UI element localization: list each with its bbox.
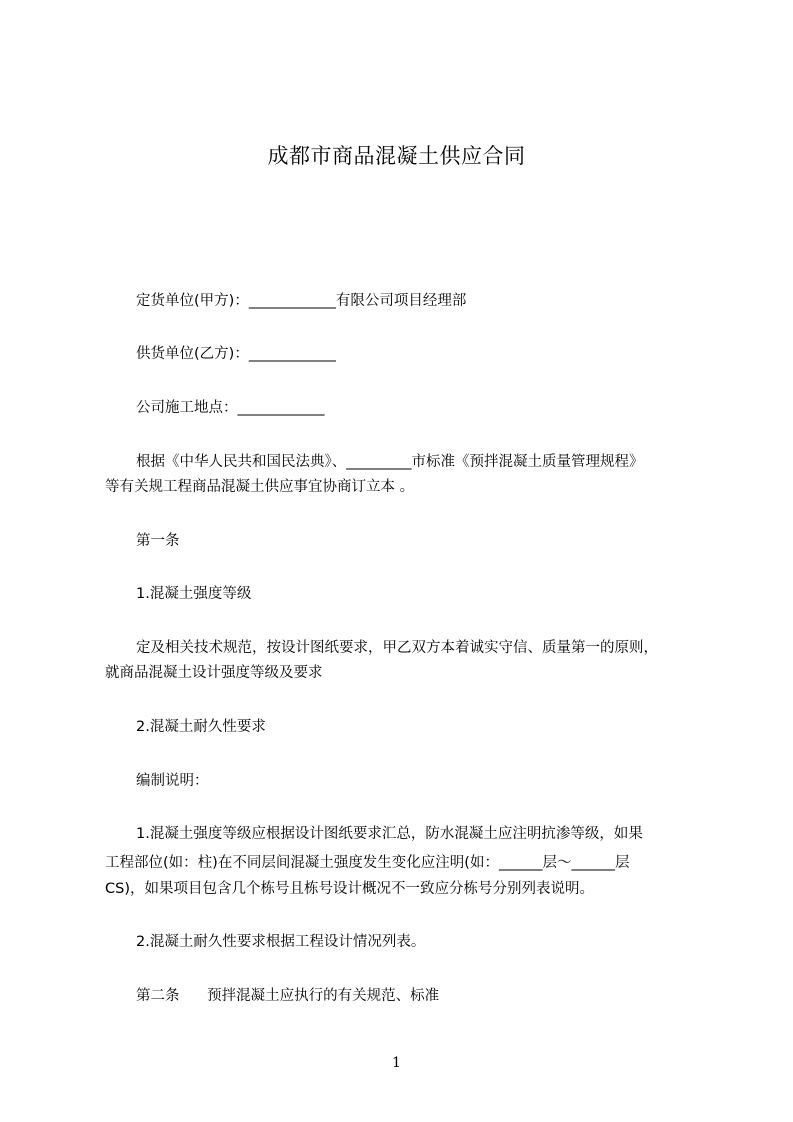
document-title: 成都市商品混凝土供应合同: [267, 144, 526, 168]
note-1-line-3: CS)，如果项目包含几个栋号且栋号设计概况不一致应分栋号分别列表说明。: [105, 881, 594, 897]
item-2-heading: 2.混凝土耐久性要求: [136, 719, 266, 735]
article-2-heading: 第二条 预拌混凝土应执行的有关规范、标准: [136, 988, 440, 1004]
page-number: 1: [392, 1055, 401, 1071]
notes-heading: 编制说明：: [136, 773, 209, 789]
article-1-heading: 第一条: [136, 533, 180, 549]
note-1-line-2: 工程部位(如：柱)在不同层间混凝土强度发生变化应注明(如：______层～______层: [105, 855, 630, 871]
site-line: 公司施工地点：____________: [136, 400, 325, 416]
preamble-line-1: 根据《中华人民共和国民法典》、_________市标准《预拌混凝土质量管理规程》: [136, 454, 644, 470]
note-2: 2.混凝土耐久性要求根据工程设计情况列表。: [136, 934, 426, 950]
item-1-text-line-2: 就商品混凝土设计强度等级及要求: [105, 665, 323, 681]
item-1-heading: 1.混凝土强度等级: [136, 586, 252, 602]
item-1-text-line-1: 定及相关技术规范，按设计图纸要求，甲乙双方本着诚实守信、质量第一的原则，: [136, 640, 658, 656]
supplier-line: 供货单位(乙方)：____________: [136, 346, 336, 362]
note-1-line-1: 1.混凝土强度等级应根据设计图纸要求汇总，防水混凝土应注明抗渗等级，如果: [136, 826, 643, 842]
preamble-line-2: 等有关规工程商品混凝土供应事宜协商订立本 。: [105, 479, 415, 495]
orderer-line: 定货单位(甲方)：____________有限公司项目经理部: [136, 293, 467, 309]
